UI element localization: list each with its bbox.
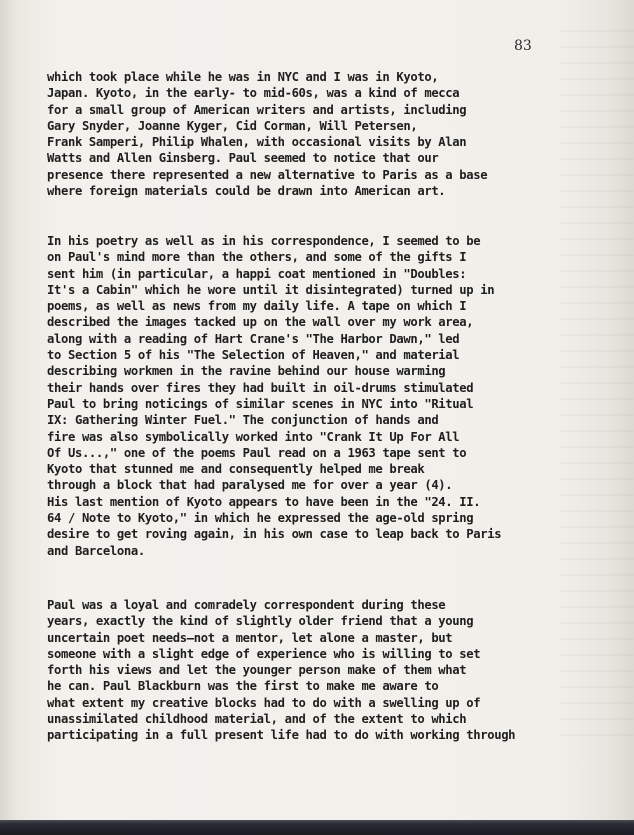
text-line: he can. Paul Blackburn was the first to make me aware to xyxy=(47,679,439,694)
text-line: Of Us...," one of the poems Paul read on a 1963 tape sent to xyxy=(47,445,467,460)
text-line: described the images tacked up on the wall over my work area, xyxy=(47,315,474,330)
text-line: In his poetry as well as in his correspondence, I seemed to be xyxy=(47,234,481,248)
text-line: Paul to bring noticings of similar scenes in NYC into "Ritual xyxy=(47,396,474,411)
paragraph-3 xyxy=(47,597,587,744)
text-line: Watts and Allen Ginsberg. Paul seemed to notice that our xyxy=(47,151,439,166)
text-line: what extent my creative blocks had to do with a swelling up of xyxy=(47,695,481,710)
text-line: through a block that had paralysed me for over a year (4). xyxy=(47,478,453,493)
text-line: Kyoto that stunned me and consequently helped me break xyxy=(47,462,425,477)
text-line: sent him (in particular, a happi coat mentioned in "Doubles: xyxy=(47,266,467,281)
text-line: forth his views and let the younger person make of them what xyxy=(47,663,467,678)
text-line: Japan. Kyoto, in the early- to mid-60s, was a kind of mecca xyxy=(47,86,460,101)
text-line: Paul was a loyal and comradely correspondent during these xyxy=(47,598,446,612)
text-line: presence there represented a new alternative to Paris as a base xyxy=(47,167,488,182)
text-line: years, exactly the kind of slightly older friend that a young xyxy=(47,614,474,629)
paragraph-2 xyxy=(47,233,587,559)
paragraph-1 xyxy=(47,69,587,199)
text-line: participating in a full present life had to do with working through xyxy=(47,728,516,743)
text-line: along with a reading of Hart Crane's "The Harbor Dawn," led xyxy=(47,331,460,346)
text-line: 64 / Note to Kyoto," in which he expressed the age-old spring xyxy=(47,511,474,526)
text-line: someone with a slight edge of experience who is willing to set xyxy=(47,646,481,661)
text-line: It's a Cabin" which he wore until it disintegrated) turned up in xyxy=(47,282,495,297)
text-line: Gary Snyder, Joanne Kyger, Cid Corman, Will Petersen, xyxy=(47,118,418,133)
text-line: describing workmen in the ravine behind our house warming xyxy=(47,364,446,379)
text-line: which took place while he was in NYC and I was in Kyoto, xyxy=(47,70,439,84)
text-line: and Barcelona. xyxy=(47,543,145,558)
text-line: where foreign materials could be drawn into American art. xyxy=(47,184,446,199)
text-line: fire was also symbolically worked into "Crank It Up For All xyxy=(47,429,460,444)
text-line: poems, as well as news from my daily life. A tape on which I xyxy=(47,299,467,314)
text-line: to Section 5 of his "The Selection of Heaven," and material xyxy=(47,348,460,363)
text-line: IX: Gathering Winter Fuel." The conjunction of hands and xyxy=(47,413,439,428)
text-line: His last mention of Kyoto appears to have been in the "24. II. xyxy=(47,494,481,509)
text-line: unassimilated childhood material, and of the extent to which xyxy=(47,712,467,727)
text-line: their hands over fires they had built in oil-drums stimulated xyxy=(47,380,474,395)
text-line: Frank Samperi, Philip Whalen, with occasional visits by Alan xyxy=(47,135,467,150)
text-line: on Paul's mind more than the others, and some of the gifts I xyxy=(47,250,467,265)
scanner-bed-edge xyxy=(0,820,634,835)
text-line: desire to get roving again, in his own case to leap back to Paris xyxy=(47,527,502,542)
text-line: for a small group of American writers and artists, including xyxy=(47,102,467,117)
text-line: uncertain poet needs—not a mentor, let alone a master, but xyxy=(47,630,453,645)
page-number: 83 xyxy=(514,38,532,54)
